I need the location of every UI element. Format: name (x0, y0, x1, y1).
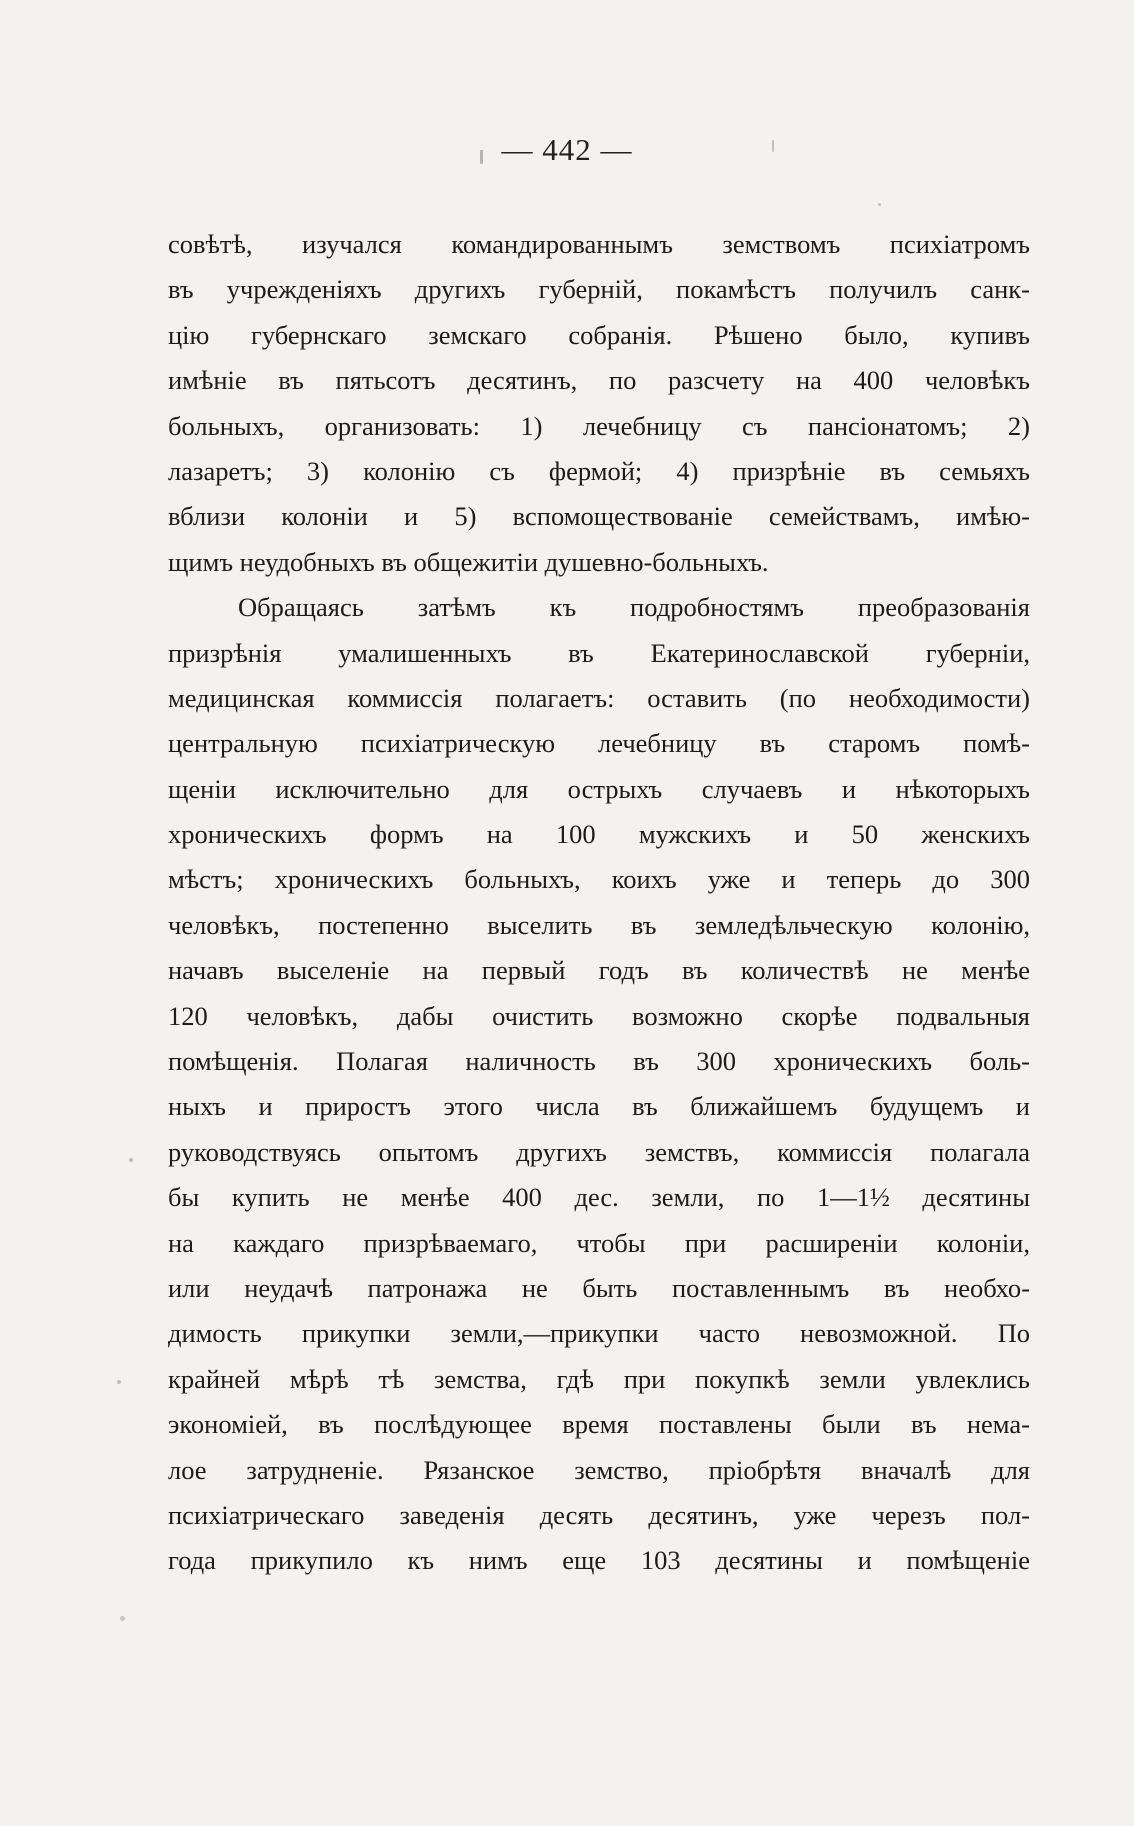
text-line: имѣніе въ пятьсотъ десятинъ, по разсчету на 400 человѣкъ (168, 365, 1030, 396)
text-line: цію губернскаго земскаго собранія. Рѣшено было, купивъ (168, 319, 1030, 350)
text-line: лое затрудненіе. Рязанское земство, пріобрѣтя вначалѣ для (168, 1454, 1030, 1485)
text-line: призрѣнія умалишенныхъ въ Екатеринославской губерніи, (168, 637, 1030, 668)
text-line: помѣщенія. Полагая наличность въ 300 хроническихъ боль- (168, 1046, 1030, 1077)
scan-speck (480, 150, 483, 164)
paragraph-first-line: Обращаясь затѣмъ къ подробностямъ преобразованія (238, 592, 1030, 623)
text-line: года прикупило къ нимъ еще 103 десятины и помѣщеніе (168, 1545, 1030, 1576)
scan-speck (772, 140, 774, 152)
text-line: экономіей, въ послѣдующее время поставлены были въ нема- (168, 1409, 1030, 1440)
body-text (168, 222, 1030, 1584)
text-line: психіатрическаго заведенія десять десятинъ, уже черезъ пол- (168, 1499, 1030, 1530)
text-line: медицинская коммиссія полагаетъ: оставить (по необходимости) (168, 682, 1030, 713)
text-line: щимъ неудобныхъ въ общежитіи душевно-больныхъ. (168, 546, 769, 577)
text-line: вблизи колоніи и 5) вспомоществованіе семействамъ, имѣю- (168, 501, 1030, 532)
text-line: щеніи исключительно для острыхъ случаевъ и нѣкоторыхъ (168, 773, 1030, 804)
scan-speck (878, 203, 881, 206)
text-line: больныхъ, организовать: 1) лечебницу съ пансіонатомъ; 2) (168, 410, 1030, 441)
text-line: центральную психіатрическую лечебницу въ старомъ помѣ- (168, 728, 1030, 759)
text-line: лазаретъ; 3) колонію съ фермой; 4) призрѣніе въ семьяхъ (168, 455, 1030, 486)
text-line: мѣстъ; хроническихъ больныхъ, коихъ уже и теперь до 300 (168, 864, 1030, 895)
scan-speck (117, 1380, 121, 1384)
text-line: крайней мѣрѣ тѣ земства, гдѣ при покупкѣ земли увлеклись (168, 1363, 1030, 1394)
text-line: въ учрежденіяхъ другихъ губерній, покамѣстъ получилъ санк- (168, 274, 1030, 305)
page-number: — 442 — (501, 132, 633, 167)
text-line: совѣтѣ, изучался командированнымъ земствомъ психіатромъ (168, 229, 1030, 259)
text-line: или неудачѣ патронажа не быть поставленнымъ въ необхо- (168, 1272, 1030, 1303)
text-line: человѣкъ, постепенно выселить въ земледѣльческую колонію, (168, 909, 1030, 940)
text-line: 120 человѣкъ, дабы очистить возможно скорѣе подвальныя (168, 1000, 1030, 1031)
text-line: хроническихъ формъ на 100 мужскихъ и 50 женскихъ (168, 819, 1030, 850)
text-line: начавъ выселеніе на первый годъ въ количествѣ не менѣе (168, 955, 1030, 986)
text-line: димость прикупки земли,—прикупки часто невозможной. По (168, 1318, 1030, 1349)
text-line: на каждаго призрѣваемаго, чтобы при расширеніи колоніи, (168, 1227, 1030, 1258)
text-line: ныхъ и приростъ этого числа въ ближайшемъ будущемъ и (168, 1091, 1030, 1122)
text-line: бы купить не менѣе 400 дес. земли, по 1—1½ десятины (168, 1182, 1030, 1213)
scan-speck (120, 1616, 125, 1621)
scan-speck (129, 1158, 133, 1162)
text-line: руководствуясь опытомъ другихъ земствъ, коммиссія полагала (168, 1136, 1030, 1167)
